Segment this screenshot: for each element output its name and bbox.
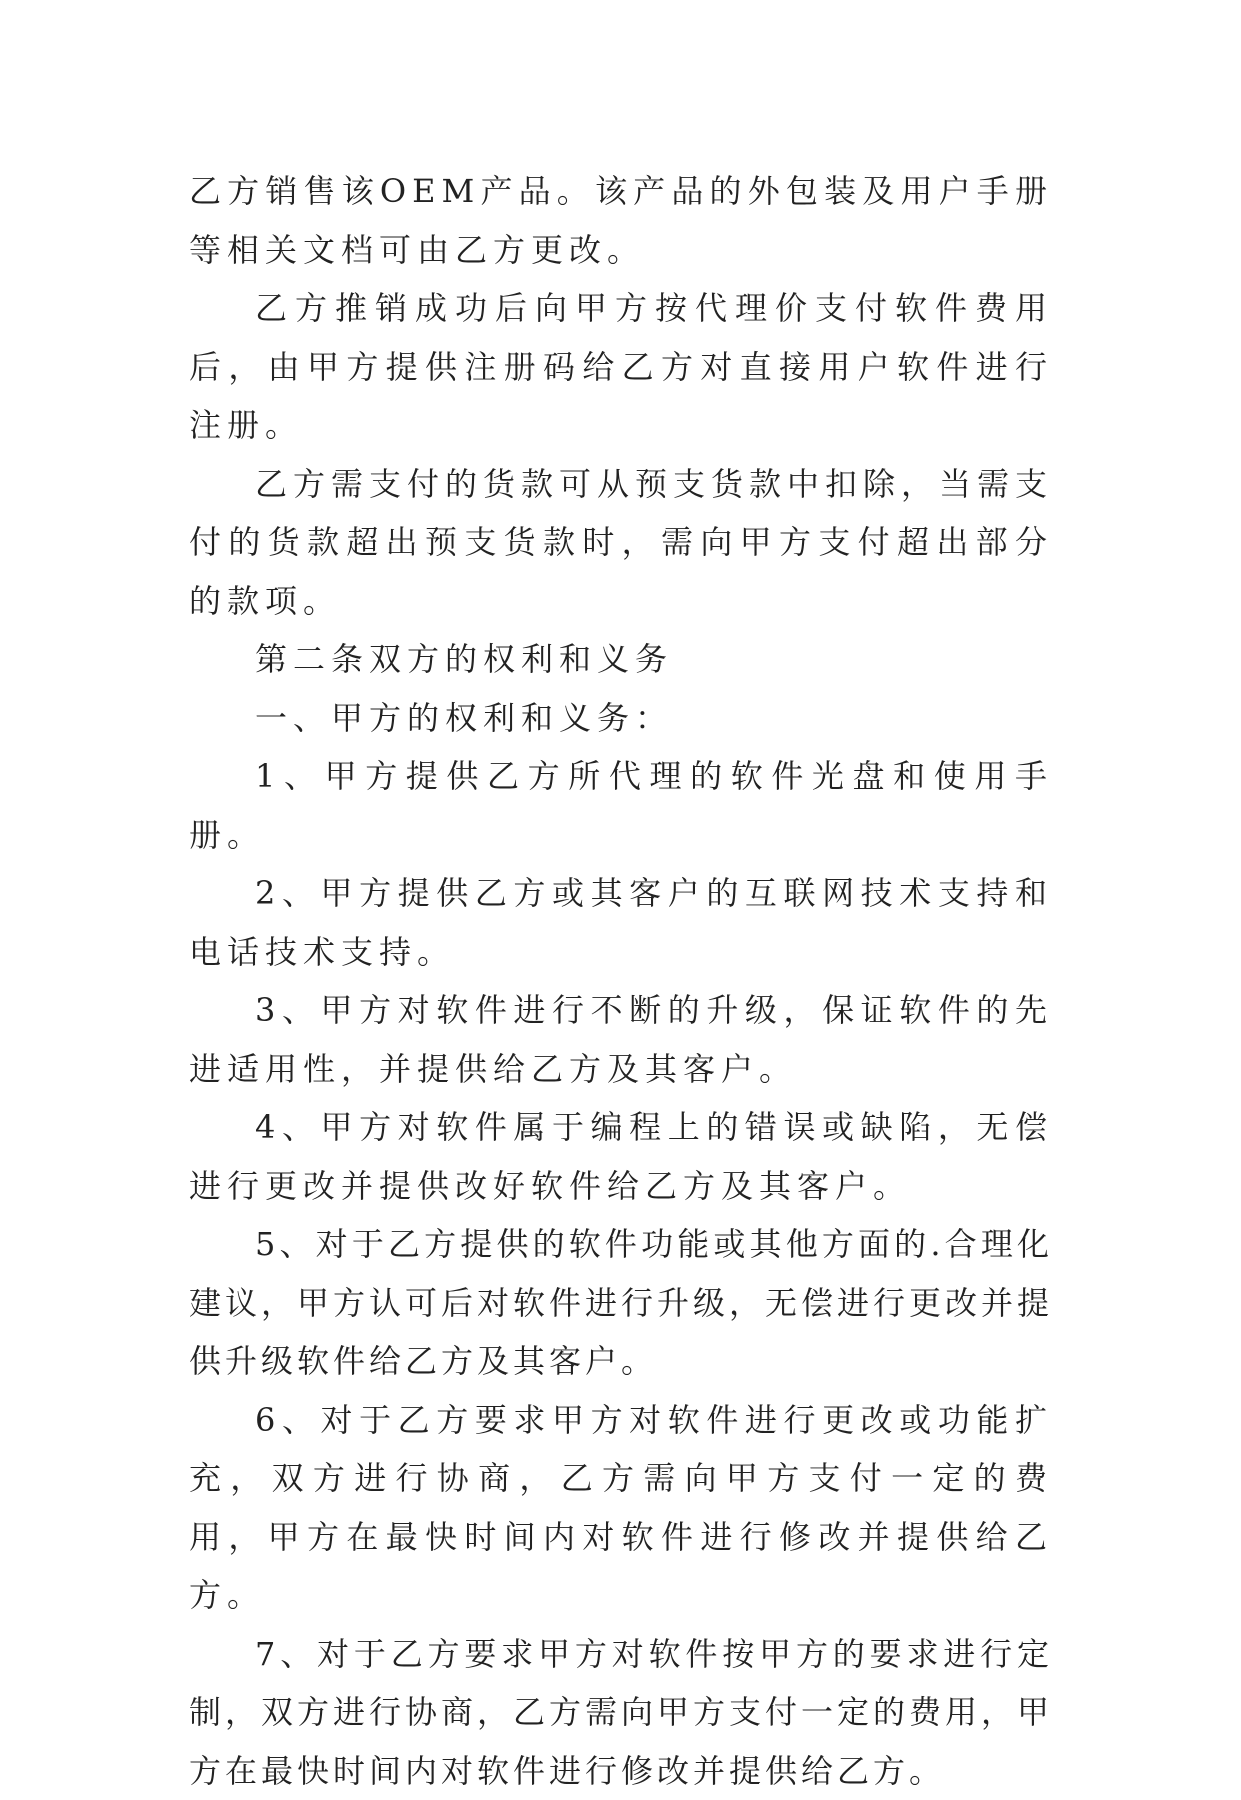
clause-3: 3、甲方对软件进行不断的升级，保证软件的先进适用性，并提供给乙方及其客户。 (189, 981, 1053, 1098)
document-page (189, 162, 1053, 1800)
section-heading-rights-obligations: 第二条双方的权利和义务 (189, 630, 1053, 689)
clause-4: 4、甲方对软件属于编程上的错误或缺陷，无偿进行更改并提供改好软件给乙方及其客户。 (189, 1098, 1053, 1215)
clause-6: 6、对于乙方要求甲方对软件进行更改或功能扩充，双方进行协商，乙方需向甲方支付一定的费用，甲方在最快时间内对软件进行修改并提供给乙方。 (189, 1391, 1053, 1625)
clause-7: 7、对于乙方要求甲方对软件按甲方的要求进行定制，双方进行协商，乙方需向甲方支付一定的费用，甲方在最快时间内对软件进行修改并提供给乙方。 (189, 1625, 1053, 1800)
clause-1: 1、甲方提供乙方所代理的软件光盘和使用手册。 (189, 747, 1053, 864)
paragraph-oem-sales: 乙方销售该OEM产品。该产品的外包装及用户手册等相关文档可由乙方更改。 (189, 162, 1053, 279)
clause-5: 5、对于乙方提供的软件功能或其他方面的.合理化建议，甲方认可后对软件进行升级，无偿进行更改并提供升级软件给乙方及其客户。 (189, 1215, 1053, 1391)
paragraph-payment: 乙方需支付的货款可从预支货款中扣除，当需支付的货款超出预支货款时，需向甲方支付超出部分的款项。 (189, 455, 1053, 631)
clause-2: 2、甲方提供乙方或其客户的互联网技术支持和电话技术支持。 (189, 864, 1053, 981)
subsection-heading-party-a: 一、甲方的权利和义务： (189, 689, 1053, 748)
paragraph-registration: 乙方推销成功后向甲方按代理价支付软件费用后，由甲方提供注册码给乙方对直接用户软件进行注册。 (189, 279, 1053, 455)
